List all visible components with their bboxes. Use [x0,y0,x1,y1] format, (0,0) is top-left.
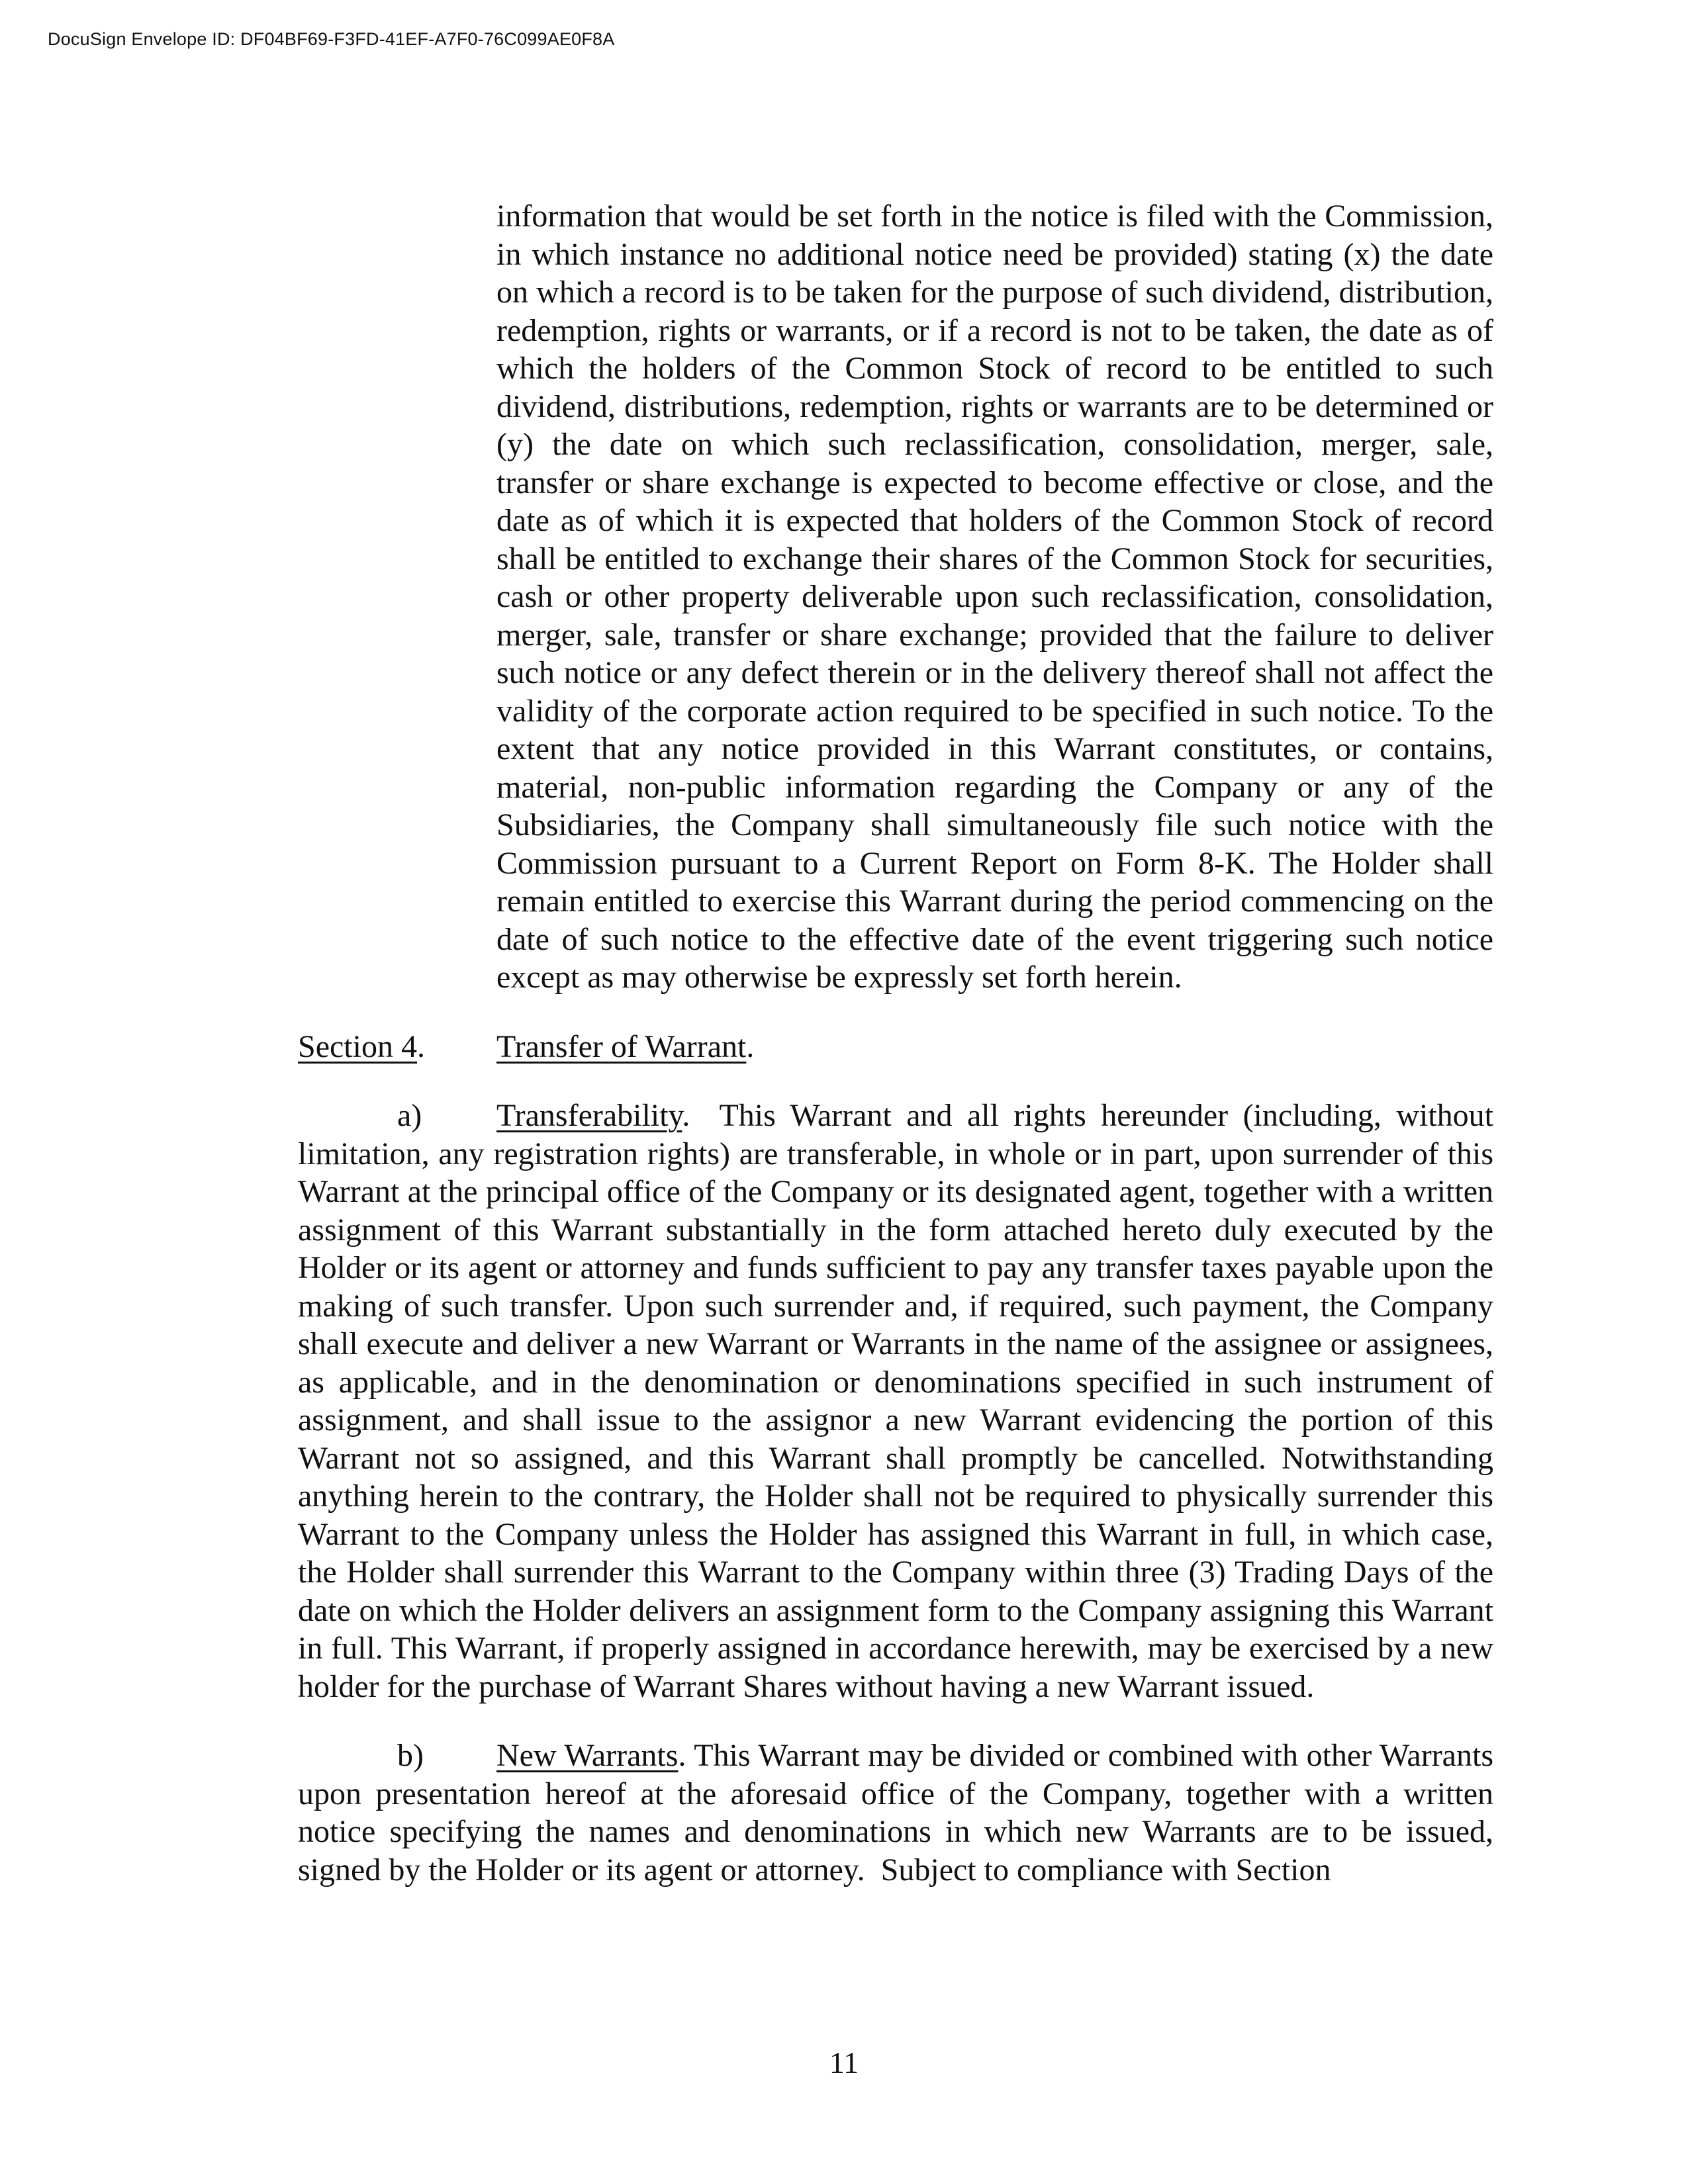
paragraph-heading: New Warrants [496,1738,679,1773]
paragraph-transferability [298,1097,1501,1706]
paragraph-heading-punct: . [682,1098,690,1133]
section-heading [298,1028,1493,1066]
section-title-wrap [496,1028,754,1066]
section-title: Transfer of Warrant [496,1028,747,1064]
paragraph-body: This Warrant and all rights hereunder (including, without limitation, any registration rights) are transferable, in whole or in part, upon surrender of this Warrant at the principal office of the Company or its designated agent, together with a written assignment of this Warrant substantially in the form attached hereto duly executed by the Holder or its agent or attorney and funds sufficient to pay any transfer taxes payable upon the making of such transfer. Upon such surrender and, if required, such payment, the Company shall execute and deliver a new Warrant or Warrants in the name of the assignee or assignees, as applicable, and in the denomination or denominations specified in such instrument of assignment, and shall issue to the assignor a new Warrant evidencing the portion of this Warrant not so assigned, and this Warrant shall promptly be cancelled. Notwithstanding anything herein to the contrary, the Holder shall not be required to physically surrender this Warrant to the Company unless the Holder has assigned this Warrant in full, in which case, the Holder shall surrender this Warrant to the Company within three (3) Trading Days of the date on which the Holder delivers an assignment form to the Company assigning this Warrant in full. This Warrant, if properly assigned in accordance herewith, may be exercised by a new holder for the purchase of Warrant Shares without having a new Warrant issued. [298,1098,1501,1704]
docusign-envelope-id: DocuSign Envelope ID: DF04BF69-F3FD-41EF-A7F0-76C099AE0F8A [48,29,615,49]
continued-notice-paragraph: information that would be set forth in the notice is filed with the Commission, in which instance no additional notice need be provided) stating (x) the date on which a record is to be taken for the purpose of such dividend, distribution, redemption, rights or warrants, or if a record is not to be taken, the date as of which the holders of the Common Stock of record to be entitled to such dividend, distributions, redemption, rights or warrants are to be determined or (y) the date on which such reclassification, consolidation, merger, sale, transfer or share exchange is expected to become effective or close, and the date as of which it is expected that holders of the Common Stock of record shall be entitled to exchange their shares of the Common Stock for securities, cash or other property deliverable upon such reclassification, consolidation, merger, sale, transfer or share exchange; provided that the failure to deliver such notice or any defect therein or in the delivery thereof shall not affect the validity of the corporate action required to be specified in such notice. To the extent that any notice provided in this Warrant constitutes, or contains, material, non-public information regarding the Company or any of the Subsidiaries, the Company shall simultaneously file such notice with the Commission pursuant to a Current Report on Form 8-K. The Holder shall remain entitled to exercise this Warrant during the period commencing on the date of such notice to the effective date of the event triggering such notice except as may otherwise be expressly set forth herein. [496,199,1493,995]
section-number-punct: . [416,1028,425,1064]
page-number: 11 [829,2046,859,2079]
paragraph-body: This Warrant may be divided or combined with other Warrants upon presentation hereof at the aforesaid office of the Company, together with a written notice specifying the names and denominations in which new Warrants are to be issued, signed by the Holder or its agent or attorney. Subject to compliance with Section [298,1738,1502,1888]
document-body [298,197,1502,1889]
paragraph-label: b) [397,1738,424,1773]
paragraph-new-warrants [298,1737,1502,1889]
section-number-wrap [298,1028,496,1066]
section-title-punct: . [746,1028,755,1064]
paragraph-heading-punct: . [678,1738,686,1773]
section-number: Section 4 [298,1028,417,1064]
paragraph-label: a) [397,1098,422,1133]
paragraph-heading: Transferability [496,1098,682,1133]
